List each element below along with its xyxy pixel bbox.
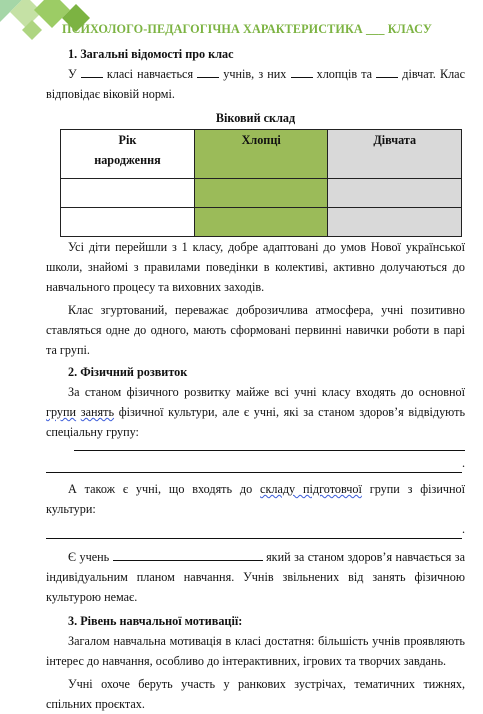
document-body <box>46 44 465 714</box>
table-row <box>61 179 462 208</box>
header-year: Рік народження <box>61 130 195 179</box>
age-table <box>60 129 462 237</box>
table-header-row <box>61 130 462 179</box>
page-title: ПСИХОЛОГО-ПЕДАГОГІЧНА ХАРАКТЕРИСТИКА ___ КЛАСУ <box>62 22 432 36</box>
section-2-heading: 2. Фізичний розвиток <box>68 365 188 379</box>
section-1-paragraph-2: Усі діти перейшли з 1 класу, добре адаптовані до умов Нової української школи, знайомі з правилами поведінки в колективі, активно долучаються до навчального процесу та виховних заходів. <box>46 240 465 294</box>
table-cell[interactable] <box>328 179 462 208</box>
header-girls: Дівчата <box>328 130 462 179</box>
section-2-paragraph-3: Є учень який за станом здоров’я навчається за індивідуальним планом навчання. Учнів звільнених від занять фізичною культурою немає. <box>46 550 466 604</box>
section-1-intro: У класі навчається учнів, з них хлопців та дівчат. Клас відповідає віковій нормі. <box>46 67 465 101</box>
table-cell[interactable] <box>61 179 195 208</box>
table-cell[interactable] <box>61 208 195 237</box>
section-3-paragraph-1: Загалом навчальна мотивація в класі достатня: більшість учнів проявляють інтерес до навчання, особливо до інтерактивних, ігрових та творчих завдань. <box>46 634 465 668</box>
section-2-paragraph-1: За станом фізичного розвитку майже всі учні класу входять до основної групи занять фізичної культури, але є учні, які за станом здоров’я відвідують спеціальну групу: <box>46 385 466 439</box>
table-cell[interactable] <box>194 179 328 208</box>
section-3-heading: 3. Рівень навчальної мотивації: <box>68 614 243 628</box>
table-cell[interactable] <box>194 208 328 237</box>
section-2-paragraph-2: А також є учні, що входять до складу підготовчої групи з фізичної культури: <box>46 482 466 516</box>
special-group-line-2[interactable]: . <box>46 453 465 473</box>
table-row <box>61 208 462 237</box>
header-boys: Хлопці <box>194 130 328 179</box>
table-cell[interactable] <box>328 208 462 237</box>
section-3-paragraph-2: Учні охоче беруть участь у ранкових зустрічах, тематичних тижнях, спільних проєктах. <box>46 677 465 711</box>
section-1-heading: 1. Загальні відомості про клас <box>68 47 234 61</box>
table-caption: Віковий склад <box>215 111 296 125</box>
preparatory-group-line[interactable]: . <box>46 519 465 539</box>
section-1-paragraph-3: Клас згуртований, переважає доброзичлива атмосфера, учні позитивно ставляться одне до одного, мають сформовані первинні навички роботи в парі та групі. <box>46 303 465 357</box>
